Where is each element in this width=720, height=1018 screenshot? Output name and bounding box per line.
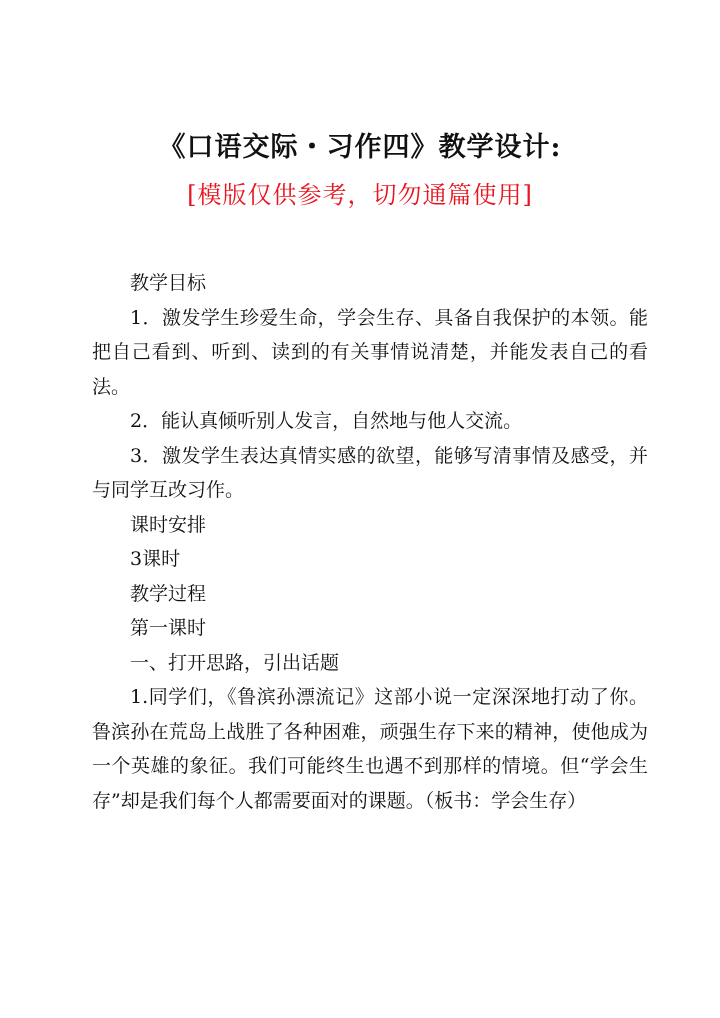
objective-item-1: 1．激发学生珍爱生命，学会生存、具备自我保护的本领。能把自己看到、听到、读到的有关事情说清楚，并能发表自己的看法。 [92, 306, 648, 398]
document-body [92, 266, 648, 818]
template-notice: [模版仅供参考，切勿通篇使用] [187, 181, 533, 209]
objective-item-2: 2．能认真倾听别人发言，自然地与他人交流。 [130, 410, 523, 432]
objective-item-3: 3．激发学生表达真情实感的欲望，能够写清事情及感受，并与同学互改习作。 [92, 444, 648, 501]
section-heading-process: 教学过程 [130, 582, 207, 605]
lesson-heading-first: 第一课时 [130, 617, 207, 639]
step-heading-1: 一、打开思路，引出话题 [130, 651, 340, 674]
section-heading-objectives: 教学目标 [130, 272, 207, 294]
document-title: 《口语交际・习作四》教学设计: [158, 132, 562, 163]
step-paragraph-1: 1.同学们，《鲁滨孙漂流记》这部小说一定深深地打动了你。鲁滨孙在荒岛上战胜了各种困难，顽强生存下来的精神，使他成为一个英雄的象征。我们可能终生也遇不到那样的情境。但“学会生存”却是我们每个人都需要面对的课题。（板书：学会生存） [92, 686, 648, 812]
schedule-value: 3课时 [130, 548, 181, 570]
section-heading-schedule: 课时安排 [130, 513, 207, 536]
